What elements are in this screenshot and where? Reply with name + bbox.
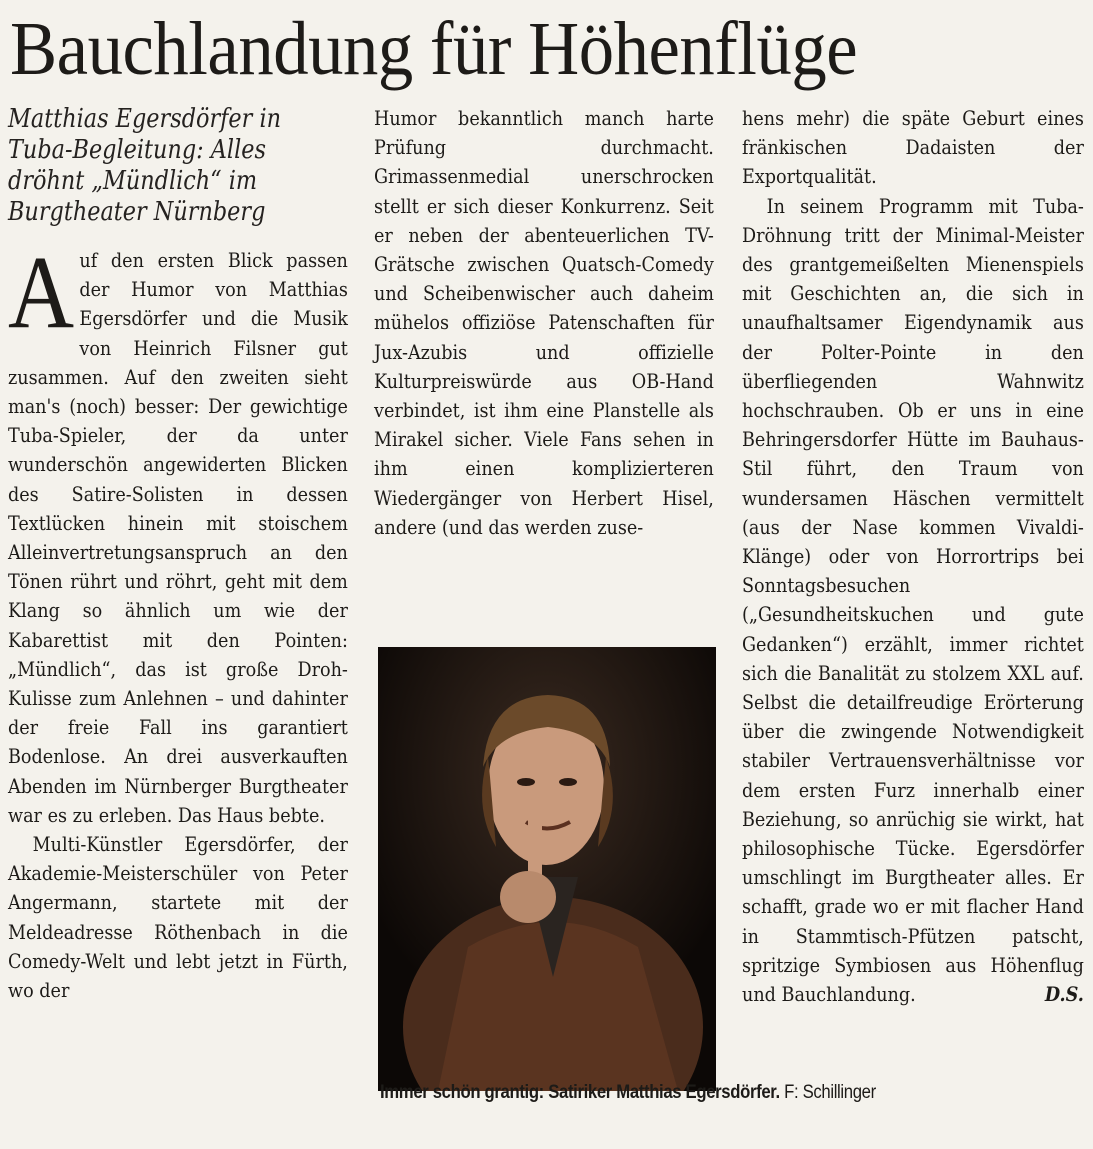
paragraph-3 (742, 192, 1084, 1010)
paragraph-2-part-1: Multi-Künstler Egersdörfer, der Akademie-Meisterschüler von Peter Angermann, startete mit der Meldeadresse Röthenbach in die Comedy-Welt und lebt jetzt in Fürth, wo der (8, 832, 348, 1003)
paragraph-2-part-3: hens mehr) die späte Geburt eines fränkischen Dadaisten der Exportqualität. (742, 106, 1084, 189)
column-2 (374, 104, 714, 542)
photo-credit: F: Schillinger (784, 1082, 876, 1103)
subheadline: Matthias Egersdörfer in Tuba-Begleitung: Alles dröhnt „Mündlich“ im Burgtheater Nürnberg (8, 104, 282, 227)
photo-caption (380, 1080, 1093, 1106)
satirist-photo-illustration (378, 647, 716, 1091)
headline: Bauchlandung für Höhenflüge (10, 7, 858, 91)
paragraph-3-text: In seinem Programm mit Tuba-Dröhnung tritt der Minimal-Meister des grantgemeißelten Mienenspiels mit Geschichten an, die sich in unaufhaltsamer Eigendynamik aus der Polter-Pointe in den überfliegenden Wahnwitz hochschrauben. Ob er uns in eine Behringersdorfer Hütte im Bauhaus-Stil führt, den Traum von wundersamen Häschen vermittelt (aus der Nase kommen Vivaldi-Klänge) oder von Horrortrips bei Sonntagsbesuchen („Gesundheitskuchen und gute Gedanken“) erzählt, immer richtet sich die Banalität zu stolzem XXL auf. Selbst die detailfreudige Erörterung über die zwingende Notwendigkeit stabiler Vertrauensverhältnisse vor dem ersten Furz innerhalb einer Beziehung, so anrüchig sie wirkt, hat philosophische Tücke. Egersdörfer umschlingt im Burgtheater alles. Er schafft, grade wo er mit flacher Hand in Stammtisch-Pfützen patscht, spritzige Symbiosen aus Höhenflug und Bauchlandung. (742, 193, 1084, 1007)
column-1 (8, 104, 348, 1005)
drop-cap: A (8, 235, 75, 350)
paragraph-intro-text: uf den ersten Blick passen der Humor von Matthias Egersdörfer und die Musik von Heinrich Filsner gut zusammen. Auf den zweiten sieht man's (noch) besser: Der gewichtige Tuba-Spieler, der da unter wunderschön angewiderten Blicken des Satire-Solisten in dessen Textlücken hinein mit stoischem Alleinvertretungsanspruch an den Tönen rührt und röhrt, geht mit dem Klang so ähnlich um wie der Kabarettist mit den Pointen: „Mündlich“, das ist große Droh-Kulisse zum Anlehnen – und dahinter der freie Fall ins garantiert Bodenlose. An drei ausverkauften Abenden im Nürnberger Burgtheater war es zu erleben. Das Haus bebte. (8, 248, 348, 827)
paragraph-2-part-2: Humor bekanntlich manch harte Prüfung durchmacht. Grimassenmedial unerschrocken stellt er sich dieser Konkurrenz. Seit er neben der abenteuerlichen TV-Grätsche zwischen Quatsch-Comedy und Scheibenwischer auch daheim mühelos offiziöse Patenschaften für Jux-Azubis und offizielle Kulturpreiswürde aus OB-Hand verbindet, ist ihm eine Planstelle als Mirakel sicher. Viele Fans sehen in ihm einen komplizierteren Wiedergänger von Herbert Hisel, andere (und das werden zuse- (374, 106, 714, 539)
paragraph-intro (8, 235, 348, 830)
column-3 (742, 104, 1084, 1009)
article-photo (378, 647, 716, 1091)
photo-caption-text: Immer schön grantig: Satiriker Matthias Egersdörfer. (380, 1082, 780, 1103)
author-signature: D.S. (1044, 982, 1084, 1007)
